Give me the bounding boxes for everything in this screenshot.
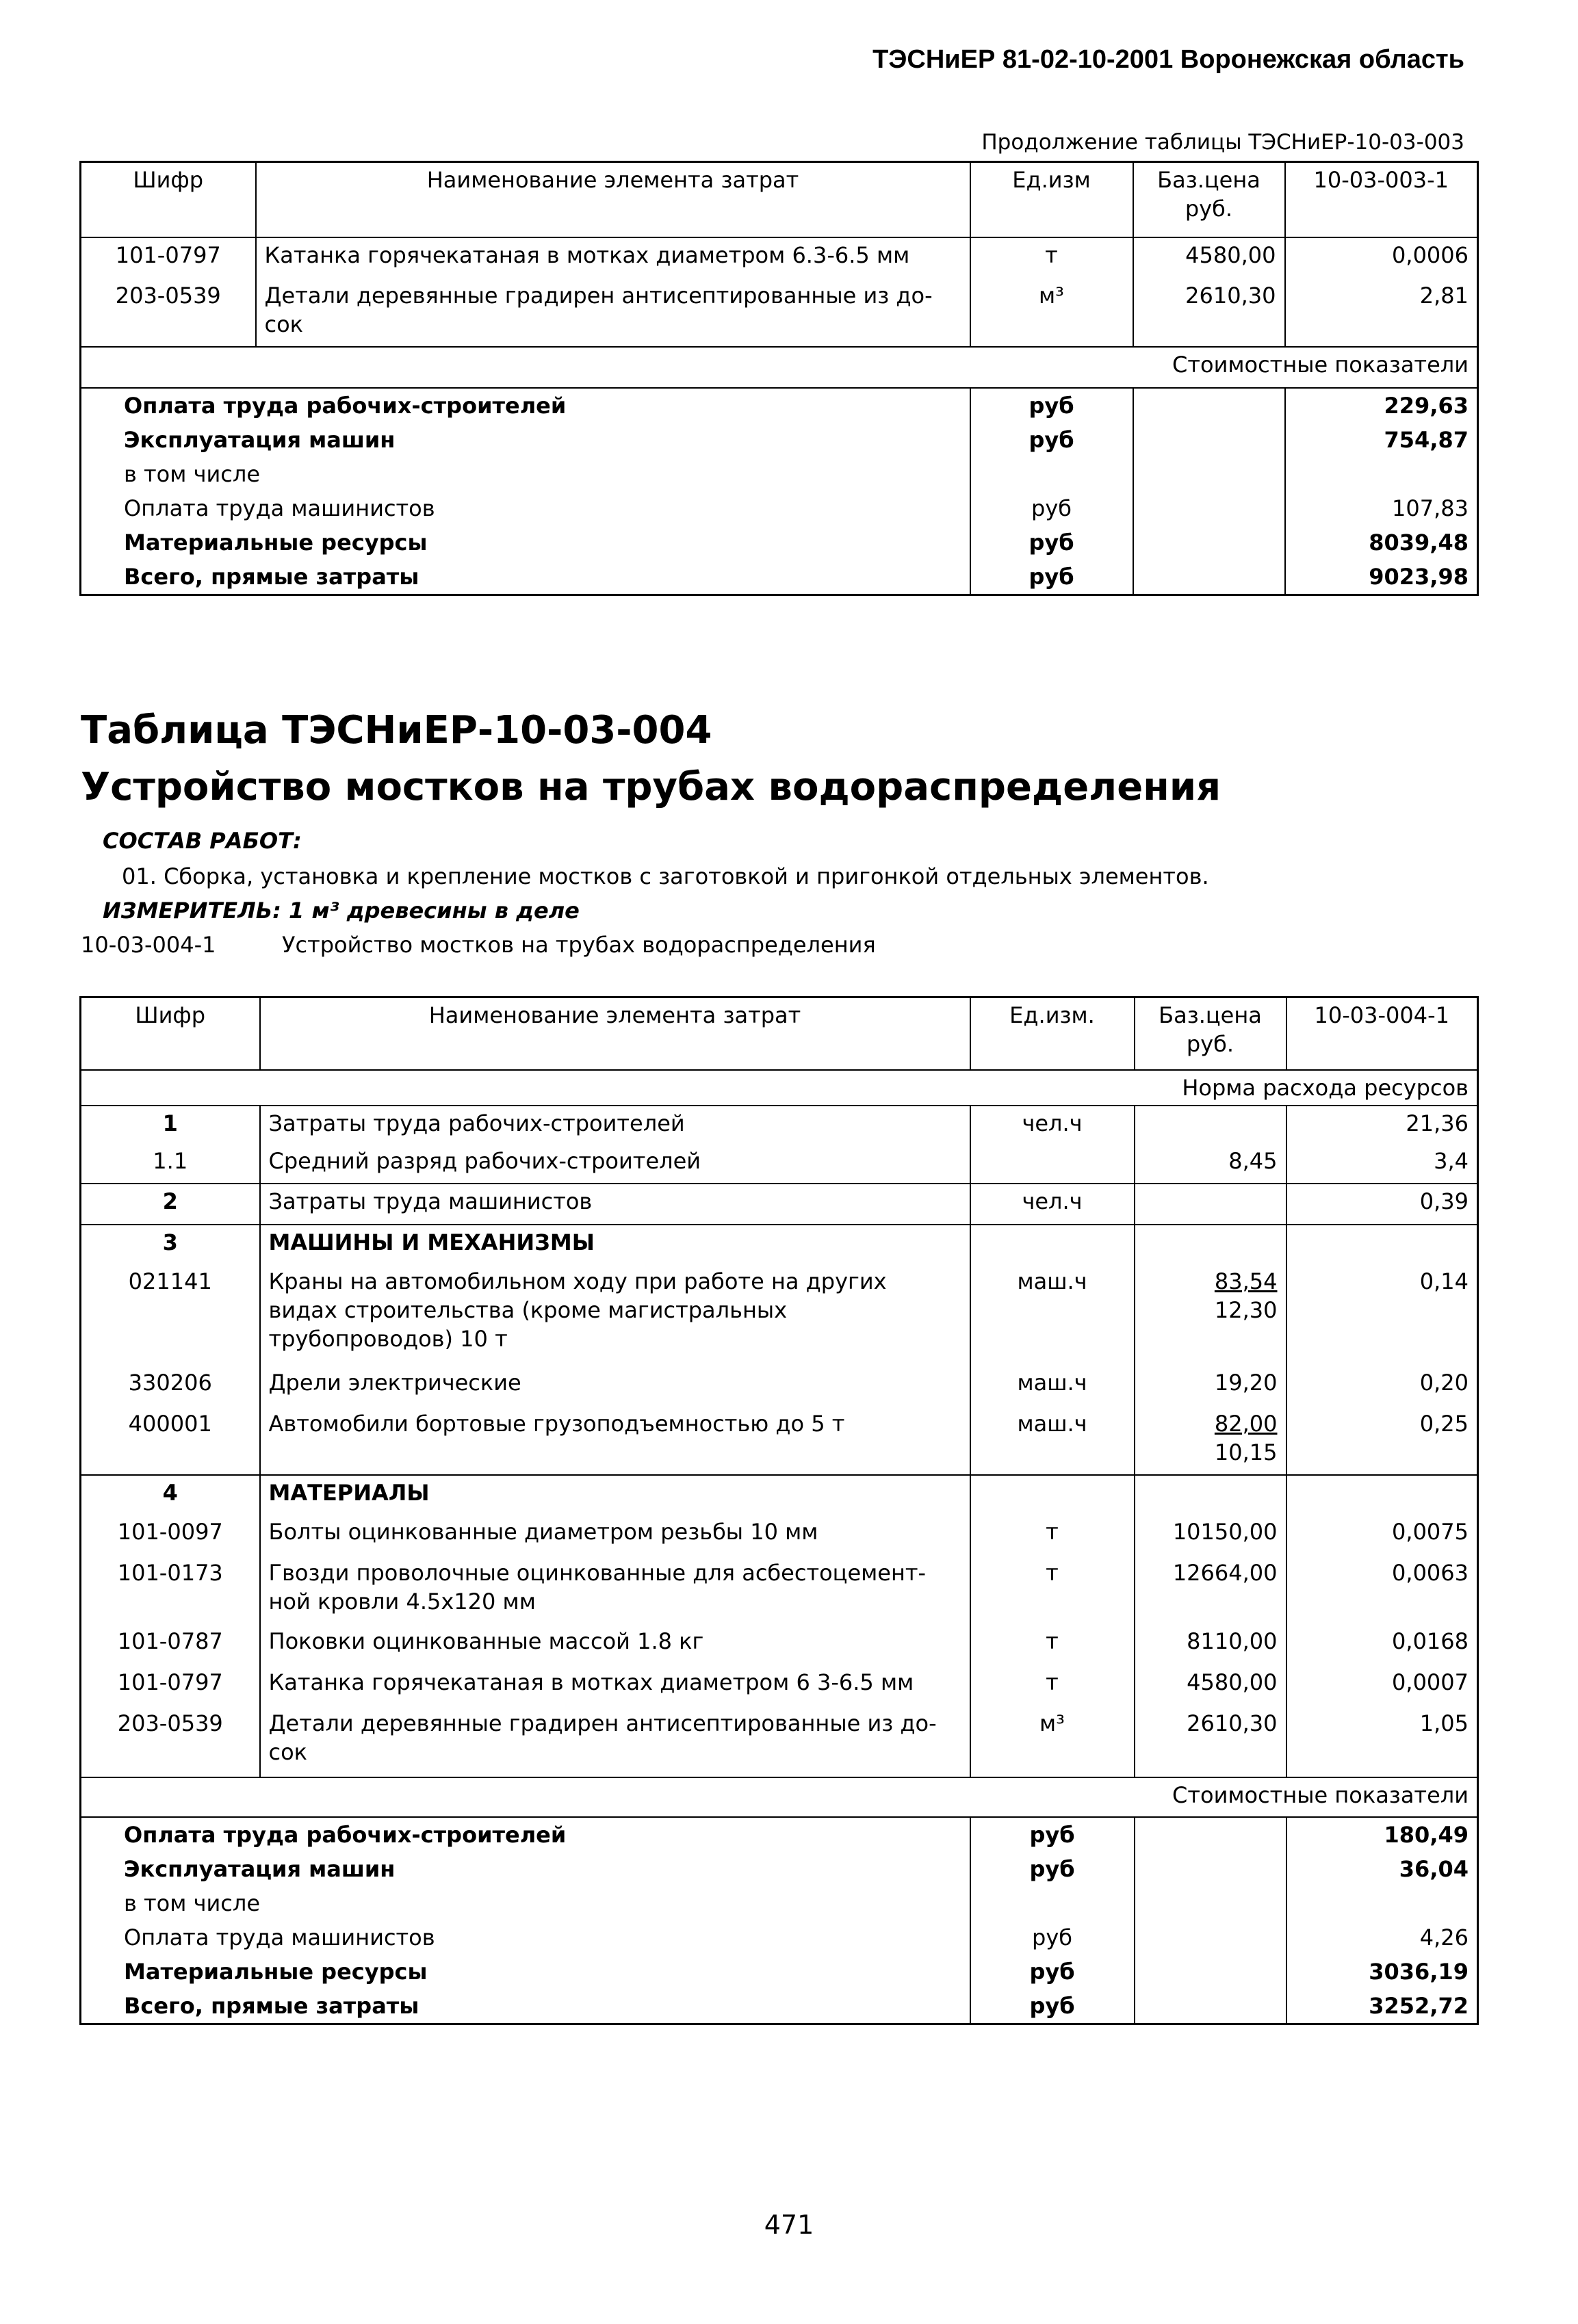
cost-row [81,1989,1478,2024]
row-unit: маш.ч [970,1264,1135,1366]
col-header-norm: 10-03-004-1 [1286,997,1478,1070]
section-table-title: Таблица ТЭСНиЕР-10-03-004 [81,708,712,753]
row-value: 1,05 [1419,1710,1469,1736]
row-price [1135,1264,1286,1366]
row-value: 2,81 [1419,282,1469,309]
table-row [81,237,1478,278]
row-unit: маш.ч [970,1366,1135,1407]
measurement-unit: ИЗМЕРИТЕЛЬ: 1 м³ древесины в деле [103,898,580,924]
row-name: Средний разряд рабочих-строителей [260,1144,970,1184]
row-price: 10150,00 [1135,1515,1286,1556]
cost-unit: руб [970,525,1133,560]
col-header-norm: 10-03-003-1 [1285,162,1478,237]
cost-label: Материальные ресурсы [81,1955,970,1989]
row-unit: м³ [970,1706,1135,1777]
cost-unit: руб [970,1817,1135,1852]
table-row [81,1556,1478,1624]
table-row [81,1665,1478,1706]
cost-value: 107,83 [1392,495,1469,521]
row-code: 101-0797 [81,237,256,278]
cost-unit: руб [970,423,1133,457]
cost-label: Эксплуатация машин [81,423,970,457]
cost-row [81,1852,1478,1886]
row-code: 3 [81,1225,260,1264]
table-row [81,1184,1478,1225]
cost-row [81,491,1478,525]
row-unit: чел.ч [970,1184,1135,1225]
row-name: Детали деревянные градирен антисептированные из до-сок [256,278,970,347]
cost-table-10-03-003 [79,161,1479,596]
row-price: 19,20 [1135,1366,1286,1407]
table-row [81,1407,1478,1475]
cost-unit: руб [970,1920,1135,1955]
row-price: 4580,00 [1135,1665,1286,1706]
col-header-code: Шифр [81,997,260,1070]
table-row [81,1706,1478,1777]
cost-unit: руб [970,388,1133,423]
row-value: 3,4 [1434,1147,1469,1174]
cost-label: в том числе [81,457,970,491]
row-value: 0,0075 [1392,1518,1469,1545]
row-code: 203-0539 [81,1706,260,1777]
row-value: 0,0063 [1392,1559,1469,1586]
row-value: 0,25 [1419,1410,1469,1437]
cost-label: Оплата труда машинистов [81,1920,970,1955]
table-header-row [81,162,1478,237]
norm-header-label: Норма расхода ресурсов [1182,1074,1469,1101]
col-header-price: Баз.цена руб. [1135,997,1286,1070]
row-unit: т [970,1624,1135,1665]
cost-label: Всего, прямые затраты [81,560,970,595]
work-composition-label: СОСТАВ РАБОТ: [103,828,302,854]
table-header-row [81,997,1478,1070]
group-row-machines [81,1225,1478,1264]
row-code: 101-0173 [81,1556,260,1624]
table-continuation-caption: Продолжение таблицы ТЭСНиЕР-10-03-003 [981,130,1464,155]
cost-section-header [81,1777,1478,1817]
row-name: Дрели электрические [260,1366,970,1407]
cost-unit: руб [970,1852,1135,1886]
col-header-unit: Ед.изм. [970,997,1135,1070]
table-row [81,1366,1478,1407]
cost-label: Материальные ресурсы [81,525,970,560]
cost-row [81,525,1478,560]
table-row [81,278,1478,347]
cost-row [81,1920,1478,1955]
norm-section-header [81,1070,1478,1106]
work-composition-item: 01. Сборка, установка и крепление мостков с заготовкой и пригонкой отдельных элементов. [122,863,1209,889]
col-header-code: Шифр [81,162,256,237]
row-unit: маш.ч [970,1407,1135,1475]
row-unit: т [970,1665,1135,1706]
price-bottom: 12,30 [1214,1296,1278,1323]
cost-unit: руб [970,1989,1135,2024]
row-code: 203-0539 [81,278,256,347]
row-price: 8,45 [1135,1144,1286,1184]
cost-row [81,423,1478,457]
row-name: Детали деревянные градирен антисептированные из до-сок [260,1706,970,1777]
row-code: 4 [81,1475,260,1515]
row-unit [970,1144,1135,1184]
row-value: 0,0007 [1392,1669,1469,1695]
cost-unit: руб [970,1955,1135,1989]
row-code: 2 [81,1184,260,1225]
row-price: 2610,30 [1135,1706,1286,1777]
table-row [81,1624,1478,1665]
cost-row [81,1955,1478,1989]
table-row [81,1144,1478,1184]
row-code: 330206 [81,1366,260,1407]
col-header-price: Баз.цена руб. [1133,162,1285,237]
cost-section-header [81,347,1478,388]
page-number: 471 [764,2210,814,2240]
price-bottom: 10,15 [1214,1439,1278,1465]
price-top: 82,00 [1214,1410,1278,1437]
table-row [81,1264,1478,1366]
table-row [81,1515,1478,1556]
row-name: Катанка горячекатаная в мотках диаметром 6.3-6.5 мм [256,237,970,278]
col-header-name: Наименование элемента затрат [256,162,970,237]
row-name: Гвозди проволочные оцинкованные для асбестоцемент-ной кровли 4.5х120 мм [260,1556,970,1624]
row-value: 0,0006 [1392,241,1469,268]
row-unit: т [970,237,1133,278]
cost-value: 8039,48 [1369,529,1469,556]
row-name: МАШИНЫ И МЕХАНИЗМЫ [260,1225,970,1264]
cost-unit: руб [970,491,1133,525]
row-value: 0,14 [1419,1268,1469,1294]
row-price [1135,1407,1286,1475]
row-name: Болты оцинкованные диаметром резьбы 10 мм [260,1515,970,1556]
cost-value: 754,87 [1384,426,1469,453]
row-code: 021141 [81,1264,260,1366]
row-name: Краны на автомобильном ходу при работе на других видах строительства (кроме магистральных трубопроводов) 10 т [260,1264,970,1366]
cost-row [81,560,1478,595]
cost-label: Оплата труда машинистов [81,491,970,525]
section-work-title: Устройство мостков на трубах водораспределения [81,765,1221,809]
row-price: 8110,00 [1135,1624,1286,1665]
cost-value: 3036,19 [1369,1958,1469,1985]
cost-label: Всего, прямые затраты [81,1989,970,2024]
cost-header-label: Стоимостные показатели [1172,351,1469,378]
row-name: МАТЕРИАЛЫ [260,1475,970,1515]
cost-value: 36,04 [1399,1855,1469,1882]
row-code: 101-0787 [81,1624,260,1665]
row-name: Поковки оцинкованные массой 1.8 кг [260,1624,970,1665]
row-code: 101-0097 [81,1515,260,1556]
cost-row [81,388,1478,423]
row-unit: м³ [970,278,1133,347]
col-header-name: Наименование элемента затрат [260,997,970,1070]
cost-label: Оплата труда рабочих-строителей [81,1817,970,1852]
row-unit: чел.ч [970,1106,1135,1144]
row-value: 0,0168 [1392,1628,1469,1654]
cost-row [81,1886,1478,1920]
row-code: 101-0797 [81,1665,260,1706]
row-name: Затраты труда машинистов [260,1184,970,1225]
cost-row [81,457,1478,491]
row-price: 2610,30 [1133,278,1285,347]
row-unit: т [970,1556,1135,1624]
price-top: 83,54 [1214,1268,1278,1294]
col-header-unit: Ед.изм [970,162,1133,237]
cost-label: в том числе [81,1886,970,1920]
cost-header-label: Стоимостные показатели [1172,1781,1469,1808]
cost-value: 9023,98 [1369,563,1469,590]
row-price: 4580,00 [1133,237,1285,278]
cost-row [81,1817,1478,1852]
cost-value: 4,26 [1419,1924,1469,1950]
row-value: 0,20 [1419,1369,1469,1396]
row-name: Автомобили бортовые грузоподъемностью до 5 т [260,1407,970,1475]
norm-code: 10-03-004-1 [81,932,216,958]
resource-table-10-03-004 [79,996,1479,2025]
table-row [81,1106,1478,1144]
row-code: 1.1 [81,1144,260,1184]
cost-value: 229,63 [1384,392,1469,419]
row-code: 400001 [81,1407,260,1475]
row-price: 12664,00 [1135,1556,1286,1624]
row-value: 0,39 [1419,1188,1469,1214]
cost-value: 3252,72 [1369,1992,1469,2019]
row-name: Катанка горячекатаная в мотках диаметром 6 3-6.5 мм [260,1665,970,1706]
group-row-materials [81,1475,1478,1515]
row-price [1135,1106,1286,1144]
row-name: Затраты труда рабочих-строителей [260,1106,970,1144]
cost-label: Оплата труда рабочих-строителей [81,388,970,423]
cost-label: Эксплуатация машин [81,1852,970,1886]
running-header: ТЭСНиЕР 81-02-10-2001 Воронежская область [872,45,1464,74]
row-price [1135,1184,1286,1225]
row-value: 21,36 [1406,1110,1469,1136]
row-code: 1 [81,1106,260,1144]
norm-title: Устройство мостков на трубах водораспределения [282,932,876,958]
cost-unit: руб [970,560,1133,595]
row-unit: т [970,1515,1135,1556]
cost-value: 180,49 [1384,1821,1469,1848]
